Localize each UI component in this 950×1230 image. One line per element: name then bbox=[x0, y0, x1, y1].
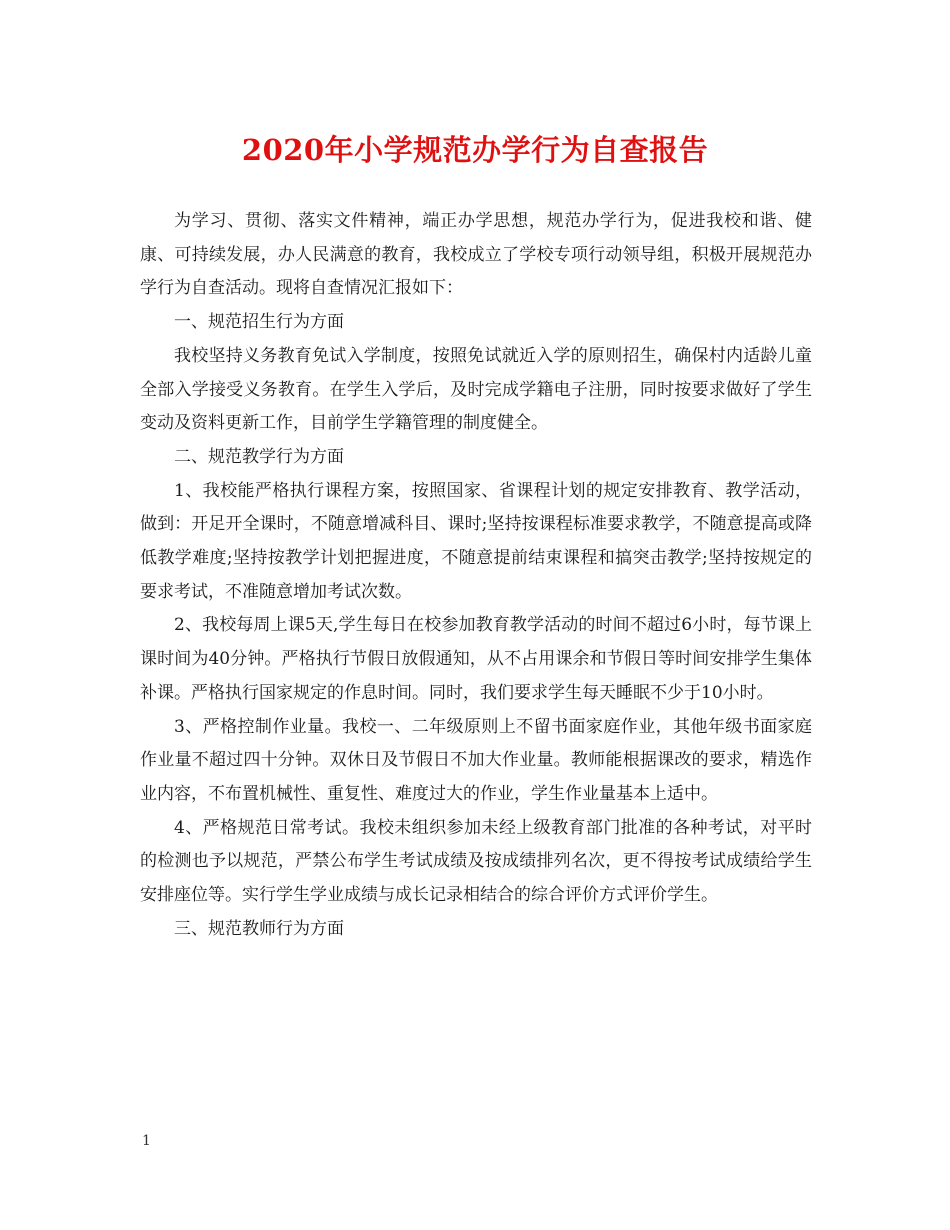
paragraph-teaching-2: 2、我校每周上课5天,学生每日在校参加教育教学活动的时间不超过6小时，每节课上课时间为40分钟。严格执行节假日放假通知，从不占用课余和节假日等时间安排学生集体补课。严格执行国家规定的作息时间。同时，我们要求学生每天睡眠不少于10小时。 bbox=[140, 615, 812, 703]
paragraph-teaching-1: 1、我校能严格执行课程方案，按照国家、省课程计划的规定安排教育、教学活动，做到：开足开全课时，不随意增减科目、课时;坚持按课程标准要求教学，不随意提高或降低教学难度;坚持按教学计划把握进度，不随意提前结束课程和搞突击教学;坚持按规定的要求考试，不准随意增加考试次数。 bbox=[140, 480, 812, 602]
paragraph-intro: 为学习、贯彻、落实文件精神，端正办学思想，规范办学行为，促进我校和谐、健康、可持续发展，办人民满意的教育，我校成立了学校专项行动领导组，积极开展规范办学行为自查活动。现将自查情况汇报如下： bbox=[140, 211, 812, 299]
paragraph-teaching-3: 3、严格控制作业量。我校一、二年级原则上不留书面家庭作业，其他年级书面家庭作业量不超过四十分钟。双休日及节假日不加大作业量。教师能根据课改的要求，精选作业内容，不布置机械性、重复性、难度过大的作业，学生作业量基本上适中。 bbox=[140, 716, 812, 804]
section-heading-enrollment: 一、规范招生行为方面 bbox=[174, 312, 344, 333]
section-heading-teacher: 三、规范教师行为方面 bbox=[174, 918, 344, 939]
document-body bbox=[140, 205, 812, 946]
section-heading-teaching: 二、规范教学行为方面 bbox=[174, 446, 344, 467]
page-number: 1 bbox=[142, 1133, 151, 1149]
paragraph-teaching-4: 4、严格规范日常考试。我校未组织参加未经上级教育部门批准的各种考试，对平时的检测也予以规范，严禁公布学生考试成绩及按成绩排列名次，更不得按考试成绩给学生安排座位等。实行学生学业成绩与成长记录相结合的综合评价方式评价学生。 bbox=[140, 817, 812, 906]
paragraph-enrollment: 我校坚持义务教育免试入学制度，按照免试就近入学的原则招生，确保村内适龄儿童全部入学接受义务教育。在学生入学后，及时完成学籍电子注册，同时按要求做好了学生变动及资料更新工作，目前学生学籍管理的制度健全。 bbox=[140, 345, 812, 434]
page-title: 2020年小学规范办学行为自查报告 bbox=[241, 133, 709, 167]
